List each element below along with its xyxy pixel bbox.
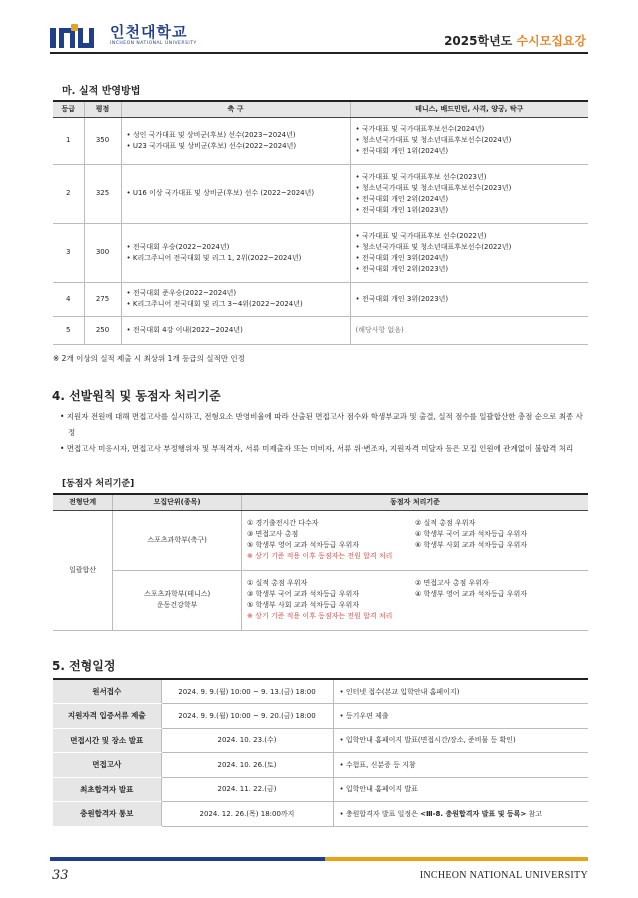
list-item: • 국가대표 및 국가대표후보선수(2024년) bbox=[356, 124, 584, 135]
criterion-item: ③ 학생부 국어 교과 석차등급 우위자 bbox=[246, 590, 360, 598]
tie-warning: ※ 상기 기준 적용 이후 동점자는 전원 합격 처리 bbox=[246, 552, 393, 560]
table-row bbox=[53, 777, 588, 802]
footer-bar-blue bbox=[50, 857, 325, 861]
section-5-heading: 5. 전형일정 bbox=[52, 659, 116, 673]
score-cell: 275 bbox=[84, 282, 121, 316]
criterion-item: ① 실적 총점 우위자 bbox=[246, 579, 308, 587]
tie-warning: ※ 상기 기준 적용 이후 동점자는 전원 합격 처리 bbox=[246, 612, 393, 620]
principle-bullet: • 면접고사 미응시자, 면접고사 부정행위자 및 부적격자, 서류 미제출자 또는 미비자, 서류 위·변조자, 지원자격 미달자 등은 모집 인원에 관계없이 불합격 처리 bbox=[60, 444, 574, 453]
grade-cell: 4 bbox=[53, 282, 84, 316]
stage-cell: 일괄합산 bbox=[53, 510, 113, 630]
list-item: • 국가대표 및 국가대표후보 선수(2023년) bbox=[356, 172, 584, 183]
schedule-label: 최초합격자 발표 bbox=[53, 777, 161, 802]
logo-english-name: INCHEON NATIONAL UNIVERSITY bbox=[110, 41, 197, 46]
other-sports-cell: (해당사항 없음) bbox=[350, 316, 588, 344]
table-row bbox=[53, 570, 588, 630]
list-item: • 전국대회 개인 1위(2024년) bbox=[356, 146, 584, 157]
criterion-item: ② 면접고사 총점 우위자 bbox=[414, 579, 489, 587]
schedule-date: 2024. 10. 26.(토) bbox=[161, 753, 333, 778]
list-item: • 전국대회 개인 1위(2023년) bbox=[356, 205, 584, 216]
column-header-score: 평점 bbox=[84, 101, 121, 117]
list-item: • U16 이상 국가대표 및 상비군(후보) 선수 (2022~2024년) bbox=[127, 188, 345, 199]
admission-schedule-table bbox=[53, 678, 588, 827]
soccer-cell bbox=[121, 316, 350, 344]
schedule-label: 충원합격자 통보 bbox=[53, 802, 161, 827]
tie-breaker-table bbox=[53, 493, 588, 631]
schedule-note: • 충원합격자 발표 일정은 <Ⅲ-8. 충원합격자 발표 및 등록> 참고 bbox=[333, 802, 588, 827]
list-item: • 청소년국가대표 및 청소년대표후보선수(2022년) bbox=[356, 242, 584, 253]
inu-logo-icon bbox=[50, 24, 104, 50]
table-row bbox=[53, 802, 588, 827]
schedule-note: • 인터넷 접수(본교 입학안내 홈페이지) bbox=[333, 679, 588, 704]
criterion-item: ⑤ 학생부 영어 교과 석차등급 우위자 bbox=[246, 541, 360, 549]
tie-breaker-heading: [동점자 처리기준] bbox=[62, 479, 135, 489]
table-row bbox=[53, 117, 588, 164]
schedule-label: 원서접수 bbox=[53, 679, 161, 704]
table-row bbox=[53, 316, 588, 344]
footer-university-name: INCHEON NATIONAL UNIVERSITY bbox=[419, 870, 588, 881]
logo-korean-name: 인천대학교 bbox=[110, 23, 188, 41]
list-item: • U23 국가대표 및 상비군(후보) 선수(2022~2024년) bbox=[127, 141, 345, 152]
schedule-label: 면접고사 bbox=[53, 753, 161, 778]
list-item: • 성인 국가대표 및 상비군(후보) 선수(2023~2024년) bbox=[127, 130, 345, 141]
table-row bbox=[53, 753, 588, 778]
criterion-item: ④ 학생부 국어 교과 석차등급 우위자 bbox=[414, 530, 528, 538]
table-row bbox=[53, 282, 588, 316]
table-footnote: ※ 2개 이상의 실적 제출 시 최상위 1개 등급의 실적만 인정 bbox=[53, 354, 245, 363]
schedule-date: 2024. 9. 9.(월) 10:00 ~ 9. 13.(금) 18:00 bbox=[161, 679, 333, 704]
criteria-cell bbox=[241, 510, 588, 570]
table-header-row bbox=[53, 494, 588, 510]
column-header-soccer: 축 구 bbox=[121, 101, 350, 117]
section-4-heading: 4. 선발원칙 및 동점자 처리기준 bbox=[52, 389, 221, 403]
other-sports-cell bbox=[350, 117, 588, 164]
list-item: • 전국대회 우승(2022~2024년) bbox=[127, 242, 345, 253]
schedule-date: 2024. 11. 22.(금) bbox=[161, 777, 333, 802]
schedule-label: 면접시간 및 장소 발표 bbox=[53, 728, 161, 753]
table-row bbox=[53, 679, 588, 704]
score-cell: 325 bbox=[84, 164, 121, 223]
schedule-note: • 수험표, 신분증 등 지참 bbox=[333, 753, 588, 778]
performance-scoring-table bbox=[53, 100, 588, 345]
criterion-item: ⑤ 학생부 사회 교과 석차등급 우위자 bbox=[246, 601, 360, 609]
list-item: • K리그주니어 전국대회 및 리그 1, 2위(2022~2024년) bbox=[127, 253, 345, 264]
section-ma-heading: 마. 실적 반영방법 bbox=[62, 86, 141, 97]
soccer-cell bbox=[121, 117, 350, 164]
soccer-cell bbox=[121, 282, 350, 316]
criteria-cell bbox=[241, 570, 588, 630]
list-item: • 전국대회 개인 3위(2024년) bbox=[356, 253, 584, 264]
university-logo bbox=[50, 24, 197, 50]
schedule-note: • 입학안내 홈페이지 발표(면접시간/장소, 준비물 등 확인) bbox=[333, 728, 588, 753]
score-cell: 250 bbox=[84, 316, 121, 344]
unit-cell: 스포츠과학부(테니스) 운동건강학부 bbox=[113, 570, 242, 630]
schedule-date: 2024. 10. 23.(수) bbox=[161, 728, 333, 753]
schedule-label: 지원자격 입증서류 제출 bbox=[53, 704, 161, 729]
grade-cell: 5 bbox=[53, 316, 84, 344]
list-item: • 청소년국가대표 및 청소년대표후보선수(2024년) bbox=[356, 135, 584, 146]
column-header-other-sports: 테니스, 배드민턴, 사격, 양궁, 탁구 bbox=[350, 101, 588, 117]
column-header-stage: 전형단계 bbox=[53, 494, 113, 510]
document-title: 2025학년도 수시모집요강 bbox=[444, 34, 586, 48]
column-header-unit: 모집단위(종목) bbox=[113, 494, 242, 510]
other-sports-cell bbox=[350, 223, 588, 282]
soccer-cell bbox=[121, 223, 350, 282]
table-header-row bbox=[53, 101, 588, 117]
table-row bbox=[53, 704, 588, 729]
list-item: • 전국대회 개인 2위(2024년) bbox=[356, 194, 584, 205]
unit-cell: 스포츠과학부(축구) bbox=[113, 510, 242, 570]
schedule-note: • 등기우편 제출 bbox=[333, 704, 588, 729]
list-item: • 청소년국가대표 및 청소년대표후보선수(2023년) bbox=[356, 183, 584, 194]
grade-cell: 3 bbox=[53, 223, 84, 282]
list-item: • 국가대표 및 국가대표후보 선수(2022년) bbox=[356, 231, 584, 242]
grade-cell: 1 bbox=[53, 117, 84, 164]
score-cell: 300 bbox=[84, 223, 121, 282]
soccer-cell bbox=[121, 164, 350, 223]
list-item: • K리그주니어 전국대회 및 리그 3~4위(2022~2024년) bbox=[127, 299, 345, 310]
list-item: • 전국대회 개인 3위(2023년) bbox=[356, 294, 584, 305]
table-row bbox=[53, 223, 588, 282]
schedule-date: 2024. 9. 9.(월) 10:00 ~ 9. 20.(금) 18:00 bbox=[161, 704, 333, 729]
table-row bbox=[53, 728, 588, 753]
schedule-date: 2024. 12. 26.(목) 18:00까지 bbox=[161, 802, 333, 827]
criterion-item: ① 경기출전시간 다수자 bbox=[246, 519, 319, 527]
column-header-grade: 등급 bbox=[53, 101, 84, 117]
score-cell: 350 bbox=[84, 117, 121, 164]
page-header bbox=[0, 0, 638, 60]
column-header-criteria: 동점자 처리기준 bbox=[241, 494, 588, 510]
criterion-item: ⑥ 학생부 사회 교과 석차등급 우위자 bbox=[414, 541, 528, 549]
other-sports-cell bbox=[350, 282, 588, 316]
other-sports-cell bbox=[350, 164, 588, 223]
table-row bbox=[53, 164, 588, 223]
list-item: • 전국대회 개인 2위(2023년) bbox=[356, 264, 584, 275]
criterion-item: ③ 면접고사 총점 bbox=[246, 530, 299, 538]
table-row bbox=[53, 510, 588, 570]
list-item: • 전국대회 4강 이내(2022~2024년) bbox=[127, 325, 345, 336]
criterion-item: ② 실적 총점 우위자 bbox=[414, 519, 476, 527]
principle-bullet: • 지원자 전원에 대해 면접고사를 실시하고, 전형요소 반영비율에 따라 산출된 면접고사 점수와 학생부교과 및 출결, 실적 점수를 일괄합산한 총점 순으로 최종 사정 bbox=[60, 412, 583, 437]
schedule-note: • 입학안내 홈페이지 발표 bbox=[333, 777, 588, 802]
grade-cell: 2 bbox=[53, 164, 84, 223]
page-number: 33 bbox=[52, 868, 69, 883]
footer-bar-gold bbox=[325, 857, 588, 861]
criterion-item: ④ 학생부 영어 교과 석차등급 우위자 bbox=[414, 590, 528, 598]
list-item: • 전국대회 준우승(2022~2024년) bbox=[127, 288, 345, 299]
selection-principles bbox=[60, 409, 590, 457]
header-divider bbox=[50, 52, 588, 54]
